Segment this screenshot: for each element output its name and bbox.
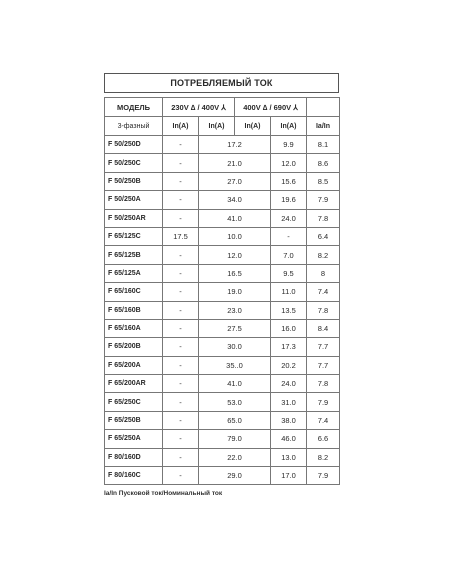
cell-in-230-b: 30.0	[199, 338, 271, 356]
cell-in-230-a: -	[163, 319, 199, 337]
cell-in-400: 12.0	[271, 154, 307, 172]
cell-model: F 50/250AR	[105, 209, 163, 227]
cell-ratio: 7.4	[307, 411, 340, 429]
cell-in-230-b: 10.0	[199, 227, 271, 245]
cell-ratio: 7.8	[307, 375, 340, 393]
cell-ratio: 8.1	[307, 136, 340, 154]
cell-in-400: 17.3	[271, 338, 307, 356]
table-row	[105, 393, 340, 411]
cell-in-400: 16.0	[271, 319, 307, 337]
cell-in-230-a: -	[163, 356, 199, 374]
cell-in-230-b: 41.0	[199, 209, 271, 227]
cell-in-230-a: -	[163, 375, 199, 393]
cell-ratio: 7.7	[307, 356, 340, 374]
cell-ratio: 8.2	[307, 448, 340, 466]
cell-model: F 65/125C	[105, 227, 163, 245]
cell-in-230-a: -	[163, 154, 199, 172]
cell-model: F 65/200AR	[105, 375, 163, 393]
cell-in-230-a: -	[163, 411, 199, 429]
cell-ratio: 6.4	[307, 227, 340, 245]
cell-ratio: 7.8	[307, 209, 340, 227]
cell-in-230-b: 79.0	[199, 430, 271, 448]
header-in-4: In(A)	[271, 117, 307, 136]
cell-in-230-a: -	[163, 393, 199, 411]
table-row	[105, 246, 340, 264]
cell-model: F 65/250B	[105, 411, 163, 429]
cell-in-230-b: 17.2	[199, 136, 271, 154]
cell-in-230-b: 29.0	[199, 467, 271, 485]
cell-in-400: 15.6	[271, 172, 307, 190]
table-row	[105, 448, 340, 466]
cell-in-400: 19.6	[271, 191, 307, 209]
table-row	[105, 136, 340, 154]
table-row	[105, 172, 340, 190]
cell-model: F 65/125A	[105, 264, 163, 282]
cell-in-230-b: 53.0	[199, 393, 271, 411]
cell-in-400: 31.0	[271, 393, 307, 411]
cell-model: F 65/200B	[105, 338, 163, 356]
cell-in-230-a: -	[163, 448, 199, 466]
cell-in-230-b: 22.0	[199, 448, 271, 466]
cell-model: F 50/250C	[105, 154, 163, 172]
cell-ratio: 6.6	[307, 430, 340, 448]
cell-ratio: 7.8	[307, 301, 340, 319]
table-row	[105, 283, 340, 301]
cell-model: F 80/160C	[105, 467, 163, 485]
cell-in-400: 13.5	[271, 301, 307, 319]
cell-ratio: 7.9	[307, 393, 340, 411]
cell-ratio: 8.6	[307, 154, 340, 172]
table-row	[105, 227, 340, 245]
cell-in-400: 46.0	[271, 430, 307, 448]
header-empty	[307, 98, 340, 117]
cell-in-400: 17.0	[271, 467, 307, 485]
cell-in-230-a: -	[163, 246, 199, 264]
cell-in-230-a: -	[163, 209, 199, 227]
table-row	[105, 467, 340, 485]
cell-in-230-b: 27.0	[199, 172, 271, 190]
cell-model: F 65/160C	[105, 283, 163, 301]
cell-model: F 65/160A	[105, 319, 163, 337]
table-title: ПОТРЕБЛЯЕМЫЙ ТОК	[104, 73, 339, 93]
cell-model: F 50/250D	[105, 136, 163, 154]
cell-in-230-a: -	[163, 264, 199, 282]
cell-ratio: 7.9	[307, 191, 340, 209]
cell-in-230-a: -	[163, 136, 199, 154]
table-row	[105, 430, 340, 448]
cell-in-400: -	[271, 227, 307, 245]
cell-in-230-a: -	[163, 191, 199, 209]
cell-in-230-b: 65.0	[199, 411, 271, 429]
cell-in-230-b: 27.5	[199, 319, 271, 337]
cell-ratio: 8.4	[307, 319, 340, 337]
header-ratio: Ia/In	[307, 117, 340, 136]
header-in-2: In(A)	[199, 117, 235, 136]
table-row	[105, 209, 340, 227]
cell-model: F 50/250A	[105, 191, 163, 209]
cell-in-230-b: 19.0	[199, 283, 271, 301]
table-row	[105, 375, 340, 393]
cell-model: F 50/250B	[105, 172, 163, 190]
cell-in-230-b: 41.0	[199, 375, 271, 393]
cell-model: F 65/250A	[105, 430, 163, 448]
cell-in-230-a: 17.5	[163, 227, 199, 245]
header-in-3: In(A)	[235, 117, 271, 136]
cell-in-230-b: 35..0	[199, 356, 271, 374]
cell-in-230-a: -	[163, 172, 199, 190]
table-row	[105, 264, 340, 282]
table-row	[105, 338, 340, 356]
cell-model: F 65/200A	[105, 356, 163, 374]
cell-model: F 65/250C	[105, 393, 163, 411]
cell-in-230-a: -	[163, 283, 199, 301]
table-row	[105, 356, 340, 374]
cell-in-400: 11.0	[271, 283, 307, 301]
header-230v: 230V ∆ / 400V ⅄	[163, 98, 235, 117]
cell-in-400: 9.5	[271, 264, 307, 282]
table-row	[105, 319, 340, 337]
cell-in-230-b: 23.0	[199, 301, 271, 319]
cell-in-400: 7.0	[271, 246, 307, 264]
cell-in-230-a: -	[163, 467, 199, 485]
cell-ratio: 7.9	[307, 467, 340, 485]
cell-in-230-a: -	[163, 338, 199, 356]
cell-model: F 65/125B	[105, 246, 163, 264]
cell-ratio: 8	[307, 264, 340, 282]
cell-in-230-b: 34.0	[199, 191, 271, 209]
table-row	[105, 411, 340, 429]
cell-in-230-b: 16.5	[199, 264, 271, 282]
cell-in-400: 9.9	[271, 136, 307, 154]
header-model: МОДЕЛЬ	[105, 98, 163, 117]
cell-in-230-a: -	[163, 301, 199, 319]
cell-ratio: 8.5	[307, 172, 340, 190]
header-400v: 400V ∆ / 690V ⅄	[235, 98, 307, 117]
cell-in-230-a: -	[163, 430, 199, 448]
table-row	[105, 301, 340, 319]
header-row-voltage	[105, 98, 340, 117]
cell-in-230-b: 12.0	[199, 246, 271, 264]
header-row-current	[105, 117, 340, 136]
cell-in-400: 20.2	[271, 356, 307, 374]
current-table	[104, 97, 340, 485]
document	[104, 73, 339, 485]
cell-in-400: 38.0	[271, 411, 307, 429]
cell-in-230-b: 21.0	[199, 154, 271, 172]
table-row	[105, 154, 340, 172]
cell-ratio: 7.7	[307, 338, 340, 356]
cell-model: F 80/160D	[105, 448, 163, 466]
cell-in-400: 24.0	[271, 375, 307, 393]
cell-in-400: 24.0	[271, 209, 307, 227]
header-in-1: In(A)	[163, 117, 199, 136]
cell-model: F 65/160B	[105, 301, 163, 319]
table-row	[105, 191, 340, 209]
cell-ratio: 8.2	[307, 246, 340, 264]
cell-in-400: 13.0	[271, 448, 307, 466]
footnote: Ia/In Пусковой ток/Номинальный ток	[104, 490, 223, 497]
cell-ratio: 7.4	[307, 283, 340, 301]
header-phase: 3-фазный	[105, 117, 163, 136]
